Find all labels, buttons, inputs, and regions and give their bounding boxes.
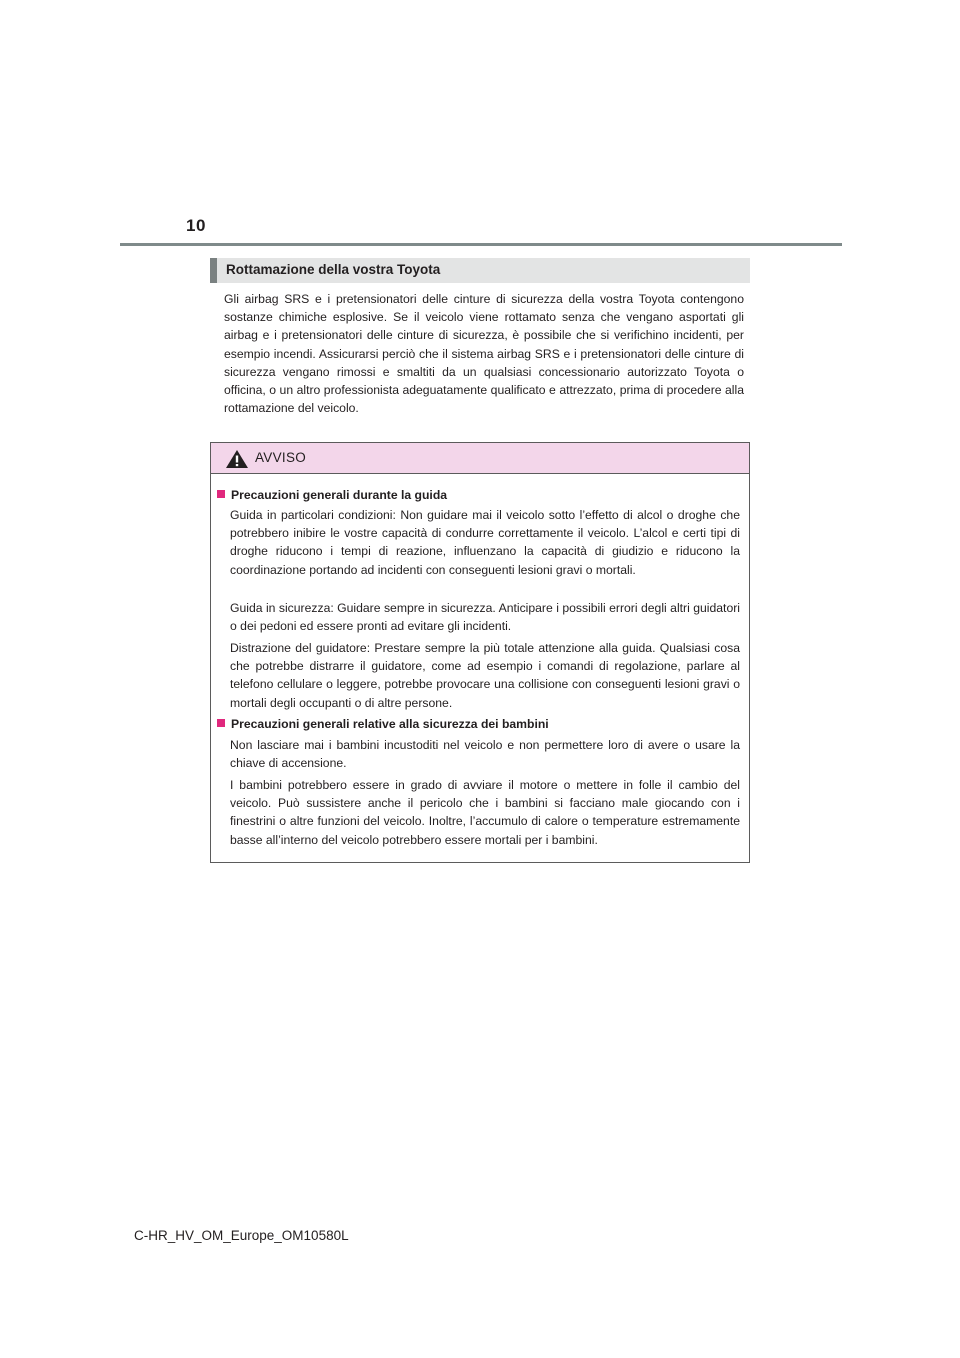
section-header-bar	[210, 258, 217, 283]
subheading-text: Precauzioni generali relative alla sicurezza dei bambini	[231, 717, 549, 731]
warning-label: AVVISO	[255, 450, 307, 465]
subheading-text: Precauzioni generali durante la guida	[231, 488, 448, 502]
page-number: 10	[186, 216, 206, 235]
warning-subheading-children	[217, 715, 549, 733]
warning-paragraph: Guida in sicurezza: Guidare sempre in sicurezza. Anticipare i possibili errori degli altri guidatori o dei pedoni ed essere pronti ad evitare gli incidenti.	[230, 601, 740, 634]
bullet-square-icon	[217, 719, 225, 727]
warning-paragraph: I bambini potrebbero essere in grado di avviare il motore o mettere in folle il cambio del veicolo. Può sussistere anche il pericolo che i bambini si facciano male giocando con i finestrini o altre funzioni del veicolo. Inoltre, l’accumulo di calore o temperature estremamente basse all’interno del veicolo potrebbero essere mortali per i bambini.	[230, 778, 740, 847]
warning-triangle-icon	[225, 449, 249, 469]
section-title: Rottamazione della vostra Toyota	[226, 262, 441, 277]
section-header	[210, 258, 750, 283]
warning-subheading-driving	[217, 486, 447, 504]
warning-paragraph: Guida in particolari condizioni: Non guidare mai il veicolo sotto l’effetto di alcol o droghe che potrebbero inibire le vostre capacità di condurre correttamente il veicolo. L’alcol e certi tipi di droghe riducono i tempi di reazione, influenzano la capacità di giudizio e riducono la coordinazione portando ad incidenti con conseguenti lesioni gravi o mortali.	[230, 508, 740, 577]
bullet-square-icon	[217, 490, 225, 498]
header-rule	[120, 243, 842, 246]
warning-header	[211, 443, 749, 474]
document-code: C-HR_HV_OM_Europe_OM10580L	[134, 1228, 349, 1243]
warning-box	[210, 442, 750, 863]
warning-paragraph: Distrazione del guidatore: Prestare sempre la più totale attenzione alla guida. Qualsiasi cosa che potrebbe distrarre il guidatore, come ad esempio i comandi di regolazione, parlare al telefono cellulare o leggere, potrebbe provocare una collisione con conseguenti lesioni gravi o mortali degli occupanti o di altre persone.	[230, 641, 740, 710]
section-intro: Gli airbag SRS e i pretensionatori delle cinture di sicurezza della vostra Toyota contengono sostanze chimiche esplosive. Se il veicolo viene rottamato senza che vengano asportati gli airbag e i pretensionatori delle cinture di sicurezza, è possibile che si verifichino incidenti, per esempio incendi. Assicurarsi perciò che il sistema airbag SRS e i pretensionatori delle cinture di sicurezza vengano rimossi e smaltiti da un qualsiasi concessionario autorizzato Toyota o officina, o un altro professionista adeguatamente qualificato e attrezzato, prima di procedere alla rottamazione del veicolo.	[224, 292, 744, 416]
warning-paragraph: Non lasciare mai i bambini incustoditi nel veicolo e non permettere loro di avere o usare la chiave di accensione.	[230, 738, 740, 771]
